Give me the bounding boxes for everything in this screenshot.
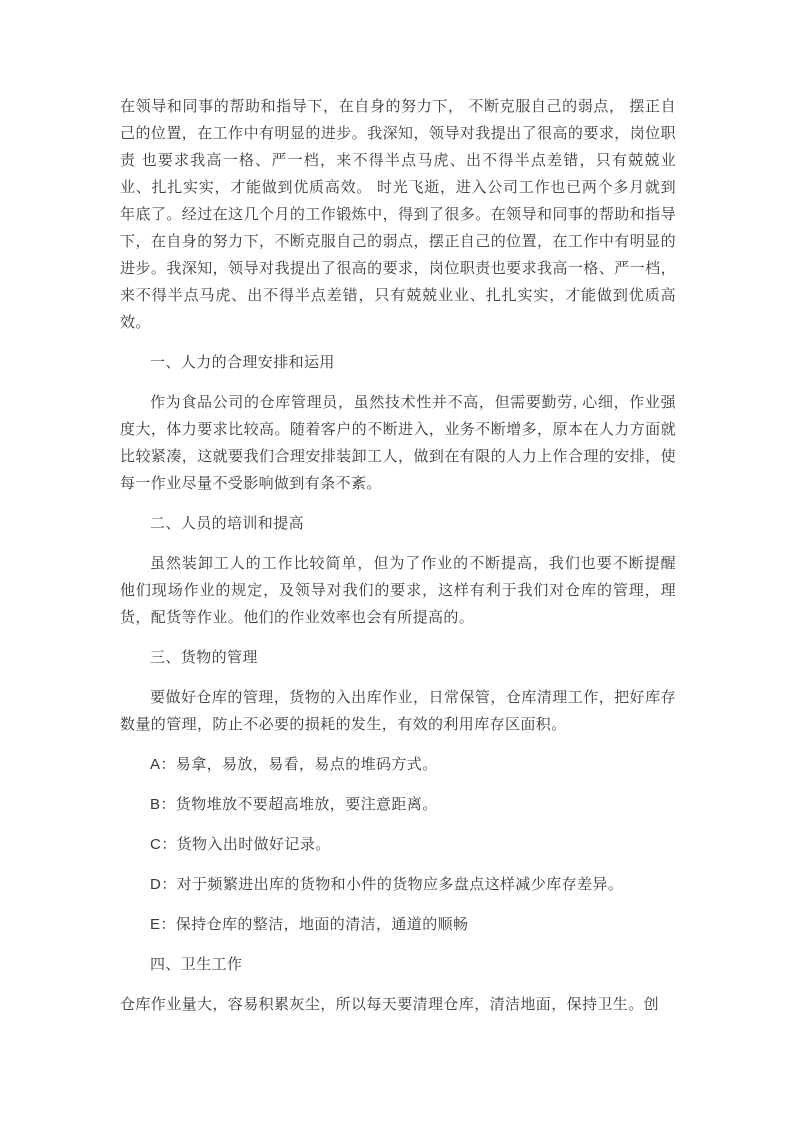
section-heading-3: 三、货物的管理 bbox=[150, 649, 258, 666]
section-1-paragraph: 作为食品公司的仓库管理员，虽然技术性并不高，但需要勤劳, 心细，作业强度大，体力要求比较高。随着客户的不断进入，业务不断增多，原本在人力方面就比较紧凑，这就要我们合理安排装卸工人，做到在有限的人力上作合理的安排，使每一作业尽量不受影响做到有条不紊。 bbox=[120, 394, 676, 492]
body-paragraph-intro: 在领导和同事的帮助和指导下，在自身的努力下， 不断克服自己的弱点， 摆正自己的位置，在工作中有明显的进步。我深知，领导对我提出了很高的要求，岗位职责 也要求我高一格、严一档，来不得半点马虎、出不得半点差错，只有兢兢业业、扎扎实实，才能做到优质高效。 时光飞逝，进入公司工作也已两个多月就到年底了。经过在这几个月的工作锻炼中，得到了很多。在领导和同事的帮助和指导下，在自身的努力下，不断克服自己的弱点，摆正自己的位置，在工作中有明显的进步。我深知，领导对我提出了很高的要求，岗位职责也要求我高一格、严一档，来不得半点马虎、出不得半点差错，只有兢兢业业、扎扎实实，才能做到优质高效。 bbox=[120, 98, 676, 331]
section-heading-1: 一、人力的合理安排和运用 bbox=[150, 354, 335, 371]
list-item-a: A：易拿，易放，易看，易点的堆码方式。 bbox=[150, 756, 438, 773]
list-item-d: D：对于频繁进出库的货物和小件的货物应多盘点这样减少库存差异。 bbox=[150, 876, 624, 893]
list-item-e: E：保持仓库的整洁，地面的清洁，通道的顺畅 bbox=[150, 916, 469, 933]
list-item-b: B：货物堆放不要超高堆放，要注意距离。 bbox=[150, 796, 438, 813]
section-3-paragraph: 要做好仓库的管理，货物的入出库作业，日常保管，仓库清理工作，把好库存数量的管理，防止不必要的损耗的发生，有效的利用库存区面积。 bbox=[120, 689, 676, 733]
list-item-c: C：货物入出时做好记录。 bbox=[150, 836, 331, 853]
section-heading-4: 四、卫生工作 bbox=[150, 956, 243, 973]
section-heading-2: 二、人员的培训和提高 bbox=[150, 515, 305, 532]
section-4-paragraph: 仓库作业量大，容易积累灰尘，所以每天要清理仓库，清洁地面，保持卫生。创 bbox=[120, 996, 660, 1013]
section-2-paragraph: 虽然装卸工人的工作比较简单，但为了作业的不断提高，我们也要不断提醒 他们现场作业的规定，及领导对我们的要求，这样有利于我们对仓库的管理，理货，配货等作业。他们的作业效率也会有所提高的。 bbox=[120, 555, 676, 626]
